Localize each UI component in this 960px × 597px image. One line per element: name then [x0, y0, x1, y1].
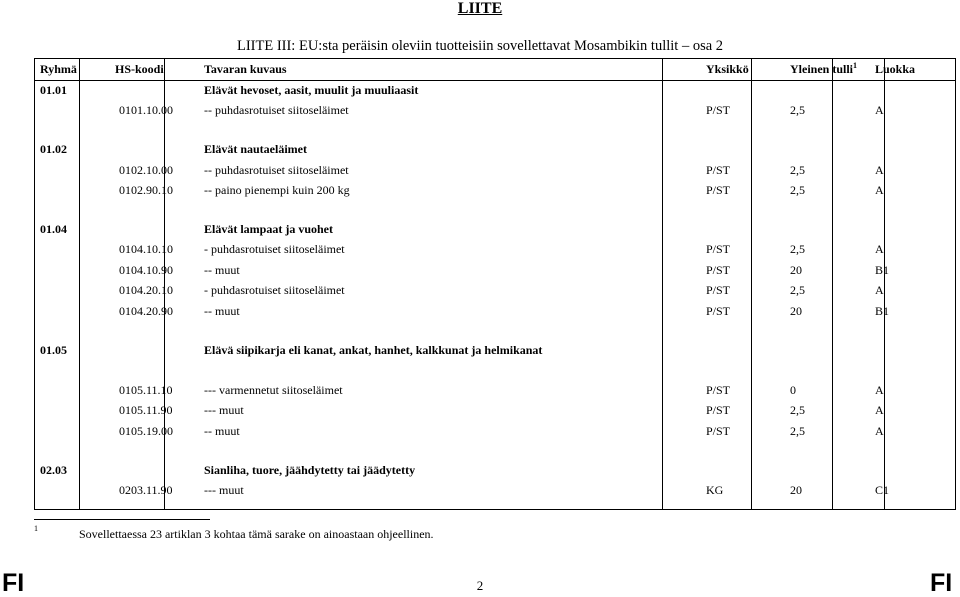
group-code: 01.01 — [40, 83, 67, 97]
row-unit: P/ST — [706, 382, 731, 397]
row-description: - puhdasrotuiset siitoseläimet — [204, 283, 345, 298]
row-unit: P/ST — [706, 423, 731, 438]
row-hs-code: 0102.90.10 — [119, 183, 173, 198]
col-divider-left — [34, 58, 35, 510]
row-description: -- puhdasrotuiset siitoseläimet — [204, 162, 349, 177]
row-unit: P/ST — [706, 242, 731, 257]
footer-lang-left: FI — [2, 569, 25, 597]
row-unit: P/ST — [706, 283, 731, 298]
row-category: A — [875, 382, 884, 397]
row-tariff: 20 — [790, 483, 802, 497]
row-category: A — [875, 423, 884, 438]
row-tariff: 2,5 — [790, 183, 805, 198]
header-description: Tavaran kuvaus — [204, 62, 287, 76]
row-category: A — [875, 283, 884, 298]
row-hs-code: 0104.20.90 — [119, 303, 173, 318]
row-category: C1 — [875, 483, 890, 497]
group-code: 01.05 — [40, 342, 67, 357]
tariff-table — [34, 58, 956, 510]
document-title: LIITE III: EU:sta peräisin oleviin tuotteisiin sovellettavat Mosambikin tullit – osa 2 — [236, 38, 724, 54]
row-hs-code: 0105.11.90 — [119, 403, 173, 418]
row-unit: P/ST — [706, 183, 731, 198]
group-code: 02.03 — [40, 462, 67, 477]
row-unit: P/ST — [706, 103, 731, 118]
footer-lang-right: FI — [930, 569, 953, 597]
row-tariff: 20 — [790, 303, 802, 318]
col-divider-unit — [751, 58, 752, 510]
row-unit: P/ST — [706, 262, 731, 277]
row-category: A — [875, 162, 884, 177]
row-unit: KG — [706, 483, 724, 497]
group-code: 01.02 — [40, 142, 67, 157]
table-bottom-border — [34, 509, 956, 510]
row-description: -- puhdasrotuiset siitoseläimet — [204, 103, 349, 118]
row-tariff: 20 — [790, 262, 802, 277]
row-hs-code: 0104.20.10 — [119, 283, 173, 298]
row-unit: P/ST — [706, 403, 731, 418]
col-divider-description — [662, 58, 663, 510]
row-description: -- muut — [204, 303, 240, 318]
header-tariff-label: Yleinen tulli — [790, 62, 854, 76]
row-description: -- muut — [204, 262, 240, 277]
row-description: - puhdasrotuiset siitoseläimet — [204, 242, 345, 257]
group-description: Elävät nautaeläimet — [204, 142, 307, 157]
row-tariff: 2,5 — [790, 423, 805, 438]
col-divider-tariff — [832, 58, 833, 510]
col-divider-category — [884, 58, 885, 510]
group-description: Elävät hevoset, aasit, muulit ja muuliaasit — [204, 83, 419, 97]
row-description: --- varmennetut siitoseläimet — [204, 382, 343, 397]
row-hs-code: 0101.10.00 — [119, 103, 173, 118]
page-number: 2 — [476, 578, 484, 593]
footnote-rule — [34, 519, 210, 520]
row-description: --- muut — [204, 403, 244, 418]
row-tariff: 0 — [790, 382, 796, 397]
row-tariff: 2,5 — [790, 403, 805, 418]
header-group: Ryhmä — [40, 62, 77, 76]
row-tariff: 2,5 — [790, 283, 805, 298]
footnote-text: Sovellettaessa 23 artiklan 3 kohtaa tämä sarake on ainoastaan ohjeellinen. — [79, 527, 434, 541]
row-category: B1 — [875, 262, 890, 277]
row-unit: P/ST — [706, 303, 731, 318]
col-divider-right — [955, 58, 956, 510]
header-tariff — [790, 62, 857, 76]
row-category: A — [875, 242, 884, 257]
row-hs-code: 0105.11.10 — [119, 382, 173, 397]
row-description: -- muut — [204, 423, 240, 438]
row-hs-code: 0102.10.00 — [119, 162, 173, 177]
header-bottom-border — [34, 80, 956, 81]
footnote-mark: 1 — [34, 524, 38, 533]
row-hs-code: 0104.10.90 — [119, 262, 173, 277]
header-unit: Yksikkö — [706, 62, 749, 76]
page-heading: LIITE — [457, 0, 503, 17]
row-unit: P/ST — [706, 162, 731, 177]
row-tariff: 2,5 — [790, 103, 805, 118]
row-hs-code: 0105.19.00 — [119, 423, 173, 438]
row-hs-code: 0104.10.10 — [119, 242, 173, 257]
header-hs-code: HS-koodi — [115, 62, 164, 76]
table-top-border — [34, 58, 956, 59]
row-hs-code: 0203.11.90 — [119, 483, 173, 497]
row-category: A — [875, 403, 884, 418]
row-description: --- muut — [204, 483, 244, 497]
group-description: Elävät lampaat ja vuohet — [204, 222, 333, 236]
row-category: A — [875, 103, 884, 118]
group-description: Sianliha, tuore, jäähdytetty tai jäädytetty — [204, 462, 416, 477]
row-description: -- paino pienempi kuin 200 kg — [204, 183, 350, 198]
group-description: Elävä siipikarja eli kanat, ankat, hanhet, kalkkunat ja helmikanat — [204, 342, 543, 357]
row-category: A — [875, 183, 884, 198]
group-code: 01.04 — [40, 222, 67, 236]
header-category: Luokka — [875, 62, 916, 76]
header-tariff-footnote-mark: 1 — [853, 61, 858, 70]
row-category: B1 — [875, 303, 890, 318]
row-tariff: 2,5 — [790, 162, 805, 177]
row-tariff: 2,5 — [790, 242, 805, 257]
col-divider-group — [79, 58, 80, 510]
